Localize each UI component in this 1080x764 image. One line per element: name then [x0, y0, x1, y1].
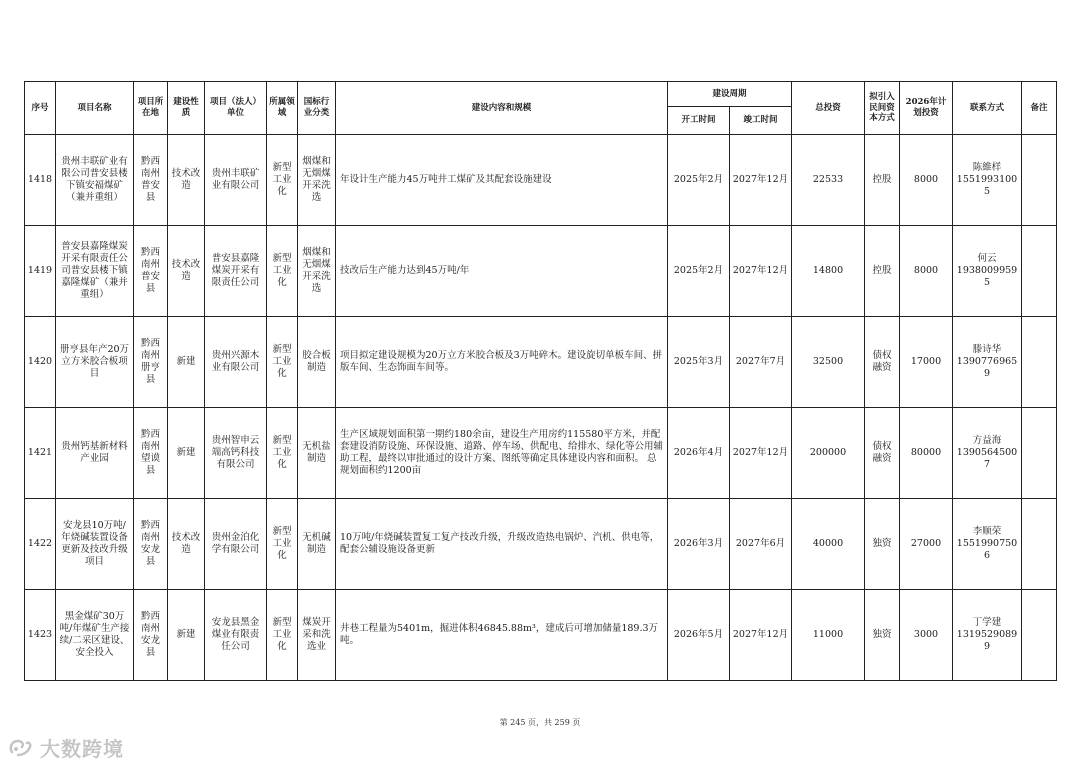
table-row	[25, 499, 1057, 590]
cell-field: 新型工业化	[267, 499, 298, 590]
cell-contact	[953, 226, 1022, 317]
cell-field: 新型工业化	[267, 317, 298, 408]
contact-name: 滕诗华	[972, 344, 1002, 356]
contact-phone: 13907769659	[956, 356, 1018, 379]
cell-location: 黔西南州安龙县	[134, 590, 168, 681]
cell-nature: 新建	[168, 408, 205, 499]
cell-industry: 烟煤和无烟煤开采洗选	[298, 135, 336, 226]
cell-capital: 控股	[865, 226, 900, 317]
cell-capital: 债权融资	[865, 408, 900, 499]
cell-remark	[1022, 317, 1057, 408]
contact-phone: 13905645007	[956, 447, 1018, 470]
cell-remark	[1022, 135, 1057, 226]
header-name: 项目名称	[56, 82, 134, 135]
header-contact: 联系方式	[953, 82, 1022, 135]
header-period: 建设周期	[668, 82, 792, 107]
cell-field: 新型工业化	[267, 226, 298, 317]
cell-location: 黔西南州普安县	[134, 135, 168, 226]
cell-start: 2026年4月	[668, 408, 730, 499]
table-row	[25, 317, 1057, 408]
cell-scope: 10万吨/年烧碱装置复工复产技改升级，升级改造热电锅炉、汽机、供电等，配套公辅设施设备更新	[336, 499, 668, 590]
table-body	[25, 135, 1057, 681]
cell-remark	[1022, 499, 1057, 590]
table-row	[25, 135, 1057, 226]
cell-nature: 新建	[168, 317, 205, 408]
watermark	[8, 733, 124, 762]
cell-scope: 技改后生产能力达到45万吨/年	[336, 226, 668, 317]
cell-owner: 普安县嘉隆煤炭开采有限责任公司	[205, 226, 267, 317]
cell-owner: 贵州金泊化学有限公司	[205, 499, 267, 590]
header-industry: 国标行业分类	[298, 82, 336, 135]
header-seq: 序号	[25, 82, 56, 135]
cell-field: 新型工业化	[267, 135, 298, 226]
cell-contact	[953, 317, 1022, 408]
header-remark: 备注	[1022, 82, 1057, 135]
cell-end: 2027年12月	[730, 590, 792, 681]
cell-name: 普安县嘉隆煤炭开采有限责任公司普安县楼下镇嘉隆煤矿（兼并重组）	[56, 226, 134, 317]
cell-seq: 1418	[25, 135, 56, 226]
contact-phone: 15519907506	[956, 538, 1018, 561]
cell-total: 200000	[792, 408, 865, 499]
cell-end: 2027年6月	[730, 499, 792, 590]
cell-remark	[1022, 408, 1057, 499]
cell-owner: 贵州兴源木业有限公司	[205, 317, 267, 408]
cell-nature: 新建	[168, 590, 205, 681]
cell-total: 22533	[792, 135, 865, 226]
cell-scope: 项目拟定建设规模为20万立方米胶合板及3万吨碎木。建设旋切单板车间、拼版车间、生态饰面车间等。	[336, 317, 668, 408]
cell-name: 册亨县年产20万立方米胶合板项目	[56, 317, 134, 408]
cell-owner: 安龙县黑金煤业有限责任公司	[205, 590, 267, 681]
contact-name: 丁学建	[972, 617, 1002, 629]
page-footer: 第 245 页，共 259 页	[499, 718, 581, 727]
cell-industry: 煤炭开采和洗选业	[298, 590, 336, 681]
cell-scope: 生产区域规划面积第一期约180余亩，建设生产用房约115580平方米，并配套建设消防设施、环保设施、道路、停车场、供配电、给排水、绿化等公用辅助工程，最终以审批通过的设计方案、图纸等确定具体建设内容和面积。 总规划面积约1200亩	[336, 408, 668, 499]
cell-industry: 烟煤和无烟煤开采洗选	[298, 226, 336, 317]
cell-contact	[953, 590, 1022, 681]
header-field: 所属领域	[267, 82, 298, 135]
cell-seq: 1421	[25, 408, 56, 499]
header-capital: 拟引入民间资本方式	[865, 82, 900, 135]
header-location: 项目所在地	[134, 82, 168, 135]
cell-remark	[1022, 226, 1057, 317]
cell-location: 黔西南州望谟县	[134, 408, 168, 499]
cell-nature: 技术改造	[168, 226, 205, 317]
cell-nature: 技术改造	[168, 499, 205, 590]
cell-plan: 3000	[900, 590, 953, 681]
cell-total: 32500	[792, 317, 865, 408]
cell-plan: 17000	[900, 317, 953, 408]
cell-field: 新型工业化	[267, 408, 298, 499]
cell-total: 14800	[792, 226, 865, 317]
cell-plan: 8000	[900, 135, 953, 226]
cell-end: 2027年12月	[730, 226, 792, 317]
cell-industry: 无机碱制造	[298, 499, 336, 590]
header-scope: 建设内容和规模	[336, 82, 668, 135]
cell-seq: 1422	[25, 499, 56, 590]
cell-field: 新型工业化	[267, 590, 298, 681]
table-row	[25, 408, 1057, 499]
cell-remark	[1022, 590, 1057, 681]
header-nature: 建设性质	[168, 82, 205, 135]
cell-industry: 无机盐制造	[298, 408, 336, 499]
cell-name: 安龙县10万吨/年烧碱装置设备更新及技改升级项目	[56, 499, 134, 590]
project-table-sheet	[24, 81, 1056, 681]
cell-seq: 1420	[25, 317, 56, 408]
header-end: 竣工时间	[730, 107, 792, 135]
cell-end: 2027年7月	[730, 317, 792, 408]
cell-seq: 1419	[25, 226, 56, 317]
contact-phone: 13195290899	[956, 629, 1018, 652]
contact-phone: 19380099595	[956, 265, 1018, 288]
cell-plan: 27000	[900, 499, 953, 590]
contact-phone: 15519931005	[956, 174, 1018, 197]
brand-logo-icon	[8, 738, 34, 758]
cell-location: 黔西南州安龙县	[134, 499, 168, 590]
header-owner: 项目（法人）单位	[205, 82, 267, 135]
cell-start: 2025年2月	[668, 226, 730, 317]
contact-name: 陈維样	[972, 162, 1002, 174]
cell-plan: 80000	[900, 408, 953, 499]
cell-industry: 胶合板制造	[298, 317, 336, 408]
header-total: 总投资	[792, 82, 865, 135]
cell-plan: 8000	[900, 226, 953, 317]
cell-start: 2025年3月	[668, 317, 730, 408]
header-plan: 2026年计划投资	[900, 82, 953, 135]
watermark-text: 大数跨境	[40, 737, 124, 761]
cell-end: 2027年12月	[730, 135, 792, 226]
cell-seq: 1423	[25, 590, 56, 681]
cell-name: 贵州丰联矿业有限公司普安县楼下镇安福煤矿（兼并重组）	[56, 135, 134, 226]
cell-location: 黔西南州册亨县	[134, 317, 168, 408]
cell-start: 2026年5月	[668, 590, 730, 681]
header-start: 开工时间	[668, 107, 730, 135]
cell-name: 贵州钙基新材料产业园	[56, 408, 134, 499]
cell-total: 11000	[792, 590, 865, 681]
cell-end: 2027年12月	[730, 408, 792, 499]
cell-scope: 井巷工程量为5401m，掘进体积46845.88m³，建成后可增加储量189.3万吨。	[336, 590, 668, 681]
cell-total: 40000	[792, 499, 865, 590]
table-row	[25, 226, 1057, 317]
cell-owner: 贵州丰联矿业有限公司	[205, 135, 267, 226]
cell-capital: 控股	[865, 135, 900, 226]
cell-start: 2026年3月	[668, 499, 730, 590]
cell-capital: 债权融资	[865, 317, 900, 408]
contact-name: 李顺荣	[972, 526, 1002, 538]
cell-scope: 年设计生产能力45万吨井工煤矿及其配套设施建设	[336, 135, 668, 226]
contact-name: 方益海	[972, 435, 1002, 447]
cell-nature: 技术改造	[168, 135, 205, 226]
cell-capital: 独资	[865, 499, 900, 590]
cell-start: 2025年2月	[668, 135, 730, 226]
cell-location: 黔西南州普安县	[134, 226, 168, 317]
cell-contact	[953, 135, 1022, 226]
project-table	[24, 81, 1057, 681]
table-row	[25, 590, 1057, 681]
cell-contact	[953, 408, 1022, 499]
cell-owner: 贵州智申云端高钙科技有限公司	[205, 408, 267, 499]
cell-contact	[953, 499, 1022, 590]
cell-name: 黑金煤矿30万吨/年煤矿生产接续/二采区建设、安全投入	[56, 590, 134, 681]
contact-name: 何云	[977, 253, 997, 265]
cell-capital: 独资	[865, 590, 900, 681]
